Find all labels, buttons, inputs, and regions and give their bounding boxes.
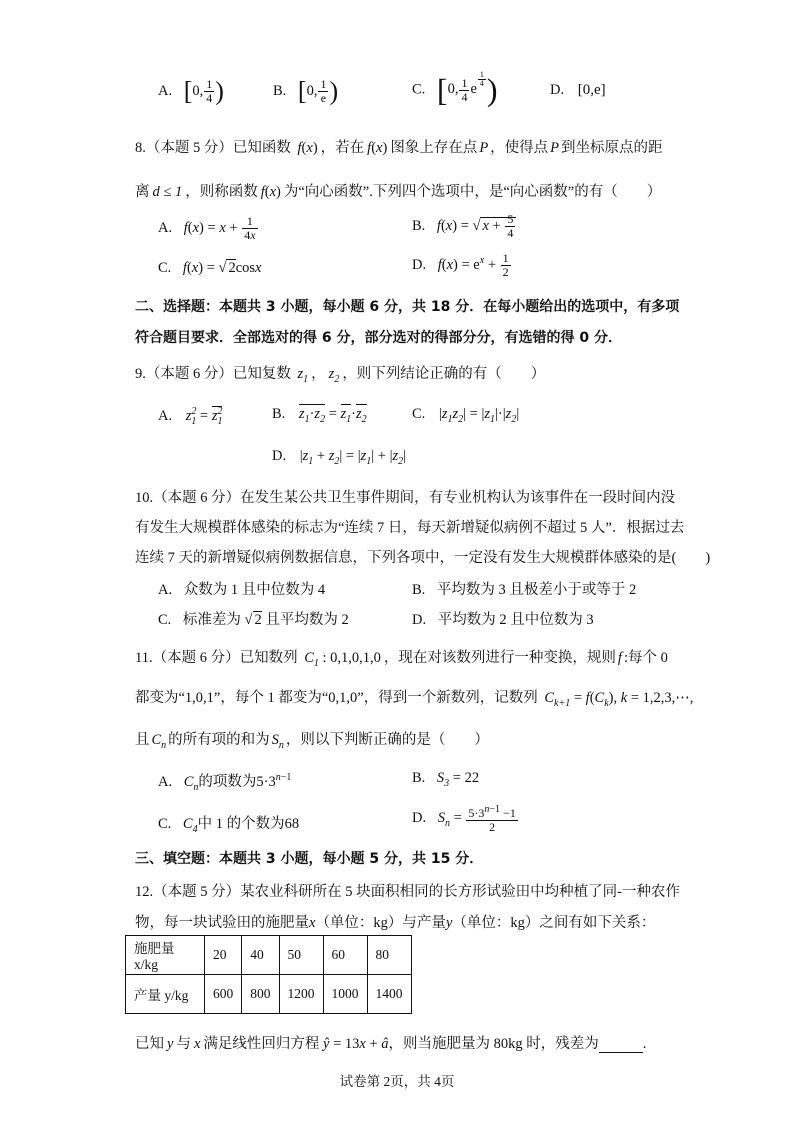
recurrence: $C_{k+1} = f(C_k)$, k = 1,2,3,⋯, bbox=[544, 690, 694, 709]
q9-number: 9. bbox=[135, 366, 146, 382]
q8-number: 8. bbox=[135, 140, 146, 156]
option-label: C. bbox=[158, 816, 172, 832]
math-b: [0, $\frac{1}{e}$ ) bbox=[297, 76, 339, 106]
math-c: [0, $\frac{1}{4}$ e $^{\frac{1}{4}}$ ) bbox=[436, 69, 498, 108]
text: ，使得点 bbox=[490, 140, 549, 156]
table-cell: 600 bbox=[205, 975, 242, 1014]
q10-option-d bbox=[412, 608, 594, 629]
text: 已知数列 bbox=[239, 650, 298, 666]
table-row bbox=[126, 936, 412, 975]
math: $|z_1 + z_2| = |z_1| + |z_2|$ bbox=[299, 448, 407, 467]
q8-option-a bbox=[158, 215, 259, 242]
table-cell: 20 bbox=[205, 936, 242, 975]
q10-number: 10. bbox=[135, 490, 154, 506]
q11-option-a bbox=[158, 770, 291, 793]
z2: $z_2$ bbox=[328, 366, 340, 385]
option-label: D. bbox=[272, 448, 287, 464]
y-var: y bbox=[167, 1036, 174, 1052]
fertilizer-yield-table bbox=[125, 935, 412, 1014]
table-cell: 800 bbox=[242, 975, 279, 1014]
q12-line2 bbox=[135, 911, 655, 932]
q10-line3: 连续 7 天的新增疑似病例数据信息，下列各项中，一定没有发生大规模群体感染的是( ) bbox=[135, 550, 711, 566]
text: （单位：kg）与产量 bbox=[315, 915, 446, 931]
option-label: D. bbox=[412, 256, 427, 273]
fx: f(x) bbox=[297, 140, 318, 156]
q8-score: （本题 5 分） bbox=[145, 140, 233, 156]
text: 且 bbox=[135, 732, 150, 748]
option-text: 平均数为 2 且中位数为 3 bbox=[437, 612, 594, 628]
option-label: B. bbox=[412, 217, 426, 234]
q11-option-c bbox=[158, 812, 299, 835]
q11-line3 bbox=[135, 728, 489, 751]
z1: $z_1$ bbox=[297, 366, 309, 385]
option-text: 平均数为 3 且极差小于或等于 2 bbox=[436, 582, 637, 598]
q12-score: （本题 5 分） bbox=[153, 884, 241, 900]
x-var: x bbox=[309, 915, 316, 931]
text: 在发生某公共卫生事件期间，有专业机构认为该事件在一段时间内没 bbox=[240, 490, 676, 506]
q11-number: 11. bbox=[135, 650, 153, 666]
text: . bbox=[642, 1036, 647, 1052]
option-text: 中 1 的个数为 bbox=[197, 816, 285, 832]
q9-option-b bbox=[272, 406, 367, 425]
sn: $S_n$ bbox=[271, 732, 284, 751]
table-cell: 60 bbox=[323, 936, 367, 975]
text: ，若在 bbox=[320, 140, 365, 156]
table-cell: 1400 bbox=[367, 975, 411, 1014]
table-cell: 1000 bbox=[323, 975, 367, 1014]
option-text: 标准差为 bbox=[182, 612, 241, 628]
cn: $C_n$ bbox=[151, 732, 167, 751]
math: $z_1\cdot z_2 = z_1\cdot z_2$ bbox=[298, 406, 367, 425]
q10-line2: 有发生大规模群体感染的标志为“连续 7 日，每天新增疑似病例不超过 5 人”．根据过去 bbox=[135, 520, 685, 536]
text: :每个 0 bbox=[623, 650, 668, 666]
section2-line2: 符合题目要求．全部选对的得 6 分，部分选对的得部分分，有选错的得 0 分． bbox=[135, 330, 622, 346]
text: ，则以下判断正确的是（ ） bbox=[285, 732, 489, 748]
text: 与 bbox=[176, 1036, 191, 1052]
math: $5\cdot 3^{n-1}$ bbox=[256, 772, 292, 790]
q12-after-table bbox=[135, 1032, 646, 1053]
table-header-fertilizer: 施肥量 x/kg bbox=[126, 936, 205, 975]
q8-option-d bbox=[412, 252, 512, 279]
q7-option-b bbox=[273, 78, 338, 105]
math: f(x) = x + $\frac{1}{4x}$ bbox=[183, 214, 256, 242]
option-label: B. bbox=[272, 406, 286, 422]
table-cell: 80 bbox=[367, 936, 411, 975]
text: 物，每一块试验田的施肥量 bbox=[135, 915, 309, 931]
math: f(x) = √ x + $\frac{5}{4}$ bbox=[437, 218, 516, 234]
option-label: A. bbox=[158, 82, 173, 99]
option-label: A. bbox=[158, 219, 173, 236]
text: （单位：kg）之间有如下关系： bbox=[452, 915, 656, 931]
text: 到坐标原点的距 bbox=[561, 140, 663, 156]
page-footer: 试卷第 2页，共 4页 bbox=[339, 1074, 455, 1089]
option-text: 68 bbox=[284, 816, 300, 832]
text: 为“向心函数”.下列四个选项中，是“向心函数”的有（ ） bbox=[283, 184, 662, 200]
regression-equation: ŷ = 13x + â bbox=[323, 1036, 389, 1052]
q11-line2 bbox=[135, 686, 693, 709]
text: 已知 bbox=[135, 1036, 164, 1052]
option-label: B. bbox=[412, 582, 426, 598]
text: 满足线性回归方程 bbox=[203, 1036, 320, 1052]
option-label: D. bbox=[550, 82, 565, 98]
q9-option-c bbox=[412, 406, 519, 425]
seq-c1: $C_1$ : 0,1,0,1,0 bbox=[304, 650, 381, 669]
math: f(x) = √ 2cosx bbox=[182, 260, 262, 276]
d-condition: d ≤ 1 bbox=[152, 184, 183, 200]
option-label: B. bbox=[273, 82, 287, 99]
q10-option-a bbox=[158, 578, 325, 599]
math: $S_n$ = $\frac{5\cdot 3^{n-1} -1}{2}$ bbox=[437, 804, 516, 834]
fx: f(x) bbox=[367, 140, 388, 156]
fx: f(x) bbox=[260, 184, 281, 200]
q9-score: （本题 6 分） bbox=[145, 366, 233, 382]
p-var: P bbox=[479, 140, 489, 156]
text: 都变为“1,0,1”，每个 1 都变为“0,1,0”，得到一个新数列，记数列 bbox=[135, 690, 538, 706]
text: ，则下列结论正确的有（ ） bbox=[342, 366, 546, 382]
text: ，现在对该数列进行一种变换，规则 bbox=[383, 650, 616, 666]
q11-score: （本题 6 分） bbox=[152, 650, 240, 666]
math: $z_1^2 = z_1^2$ bbox=[185, 406, 223, 427]
q10-line1 bbox=[135, 486, 675, 507]
q10-option-c bbox=[158, 608, 349, 629]
p-var: P bbox=[550, 140, 560, 156]
option-label: D. bbox=[412, 612, 427, 628]
math-d: [0,e] bbox=[577, 82, 606, 98]
q9-option-d bbox=[272, 448, 406, 467]
q7-option-c bbox=[412, 69, 498, 108]
q8-line1 bbox=[135, 136, 663, 157]
math: $S_3 = 22$ bbox=[436, 770, 480, 789]
option-label: C. bbox=[158, 260, 172, 276]
math: $f(x) = e^x$ + $\frac{1}{2}$ bbox=[437, 251, 509, 279]
y-var: y bbox=[445, 915, 453, 931]
cn: $C_n$ bbox=[183, 774, 199, 793]
q10-option-b bbox=[412, 578, 636, 599]
text: 已知复数 bbox=[232, 366, 291, 382]
sqrt2: √ 2 bbox=[244, 612, 262, 628]
section2-line1: 二、选择题：本题共 3 小题，每小题 6 分，共 18 分．在每小题给出的选项中，有多项 bbox=[135, 299, 680, 315]
text: ，则称函数 bbox=[185, 184, 258, 200]
math-a: [0, $\frac{1}{4}$ ) bbox=[183, 76, 224, 106]
table-header-yield: 产量 y/kg bbox=[126, 975, 205, 1014]
text: 的所有项的和为 bbox=[168, 732, 270, 748]
q7-option-d bbox=[550, 82, 606, 99]
text: ，则当施肥量为 80kg 时，残差为 bbox=[388, 1036, 599, 1052]
q9-option-a bbox=[158, 406, 222, 427]
q8-option-c bbox=[158, 260, 261, 277]
option-label: A. bbox=[158, 407, 173, 424]
q11-option-b bbox=[412, 770, 479, 789]
x-var: x bbox=[193, 1036, 201, 1052]
option-label: B. bbox=[412, 770, 426, 786]
option-text: 且平均数为 2 bbox=[265, 612, 349, 628]
table-cell: 50 bbox=[279, 936, 323, 975]
q12-line1 bbox=[135, 880, 680, 901]
q7-option-a bbox=[158, 78, 224, 105]
option-label: D. bbox=[412, 809, 427, 826]
q10-score: （本题 6 分） bbox=[153, 490, 241, 506]
math: $|z_1z_2| = |z_1|\cdot|z_2|$ bbox=[438, 406, 520, 425]
table-row bbox=[126, 975, 412, 1014]
table-cell: 1200 bbox=[279, 975, 323, 1014]
option-text: 的项数为 bbox=[198, 774, 257, 790]
section3-line1: 三、填空题：本题共 3 小题，每小题 5 分，共 15 分． bbox=[135, 851, 484, 867]
q11-option-d bbox=[412, 803, 519, 834]
answer-blank[interactable] bbox=[599, 1038, 643, 1053]
option-text: 众数为 1 且中位数为 4 bbox=[183, 582, 326, 598]
q12-number: 12. bbox=[135, 884, 154, 900]
option-label: A. bbox=[158, 582, 173, 598]
text: 某农业科研所在 5 块面积相同的长方形试验田中均种植了同-一种农作 bbox=[240, 884, 680, 900]
option-label: C. bbox=[412, 81, 426, 98]
q8-line2 bbox=[135, 180, 661, 201]
c4: $C_4$ bbox=[182, 816, 198, 835]
f-var: f bbox=[617, 650, 622, 666]
text: 已知函数 bbox=[232, 140, 291, 156]
option-label: C. bbox=[158, 612, 172, 628]
q8-option-b bbox=[412, 213, 516, 240]
option-label: C. bbox=[412, 406, 426, 422]
q9-line1: 9.（本题 6 分）已知复数 $z_1$ ， $z_2$ ，则下列结论正确的有（ ） bbox=[135, 366, 546, 385]
option-label: A. bbox=[158, 774, 173, 790]
table-cell: 40 bbox=[242, 936, 279, 975]
q11-line1 bbox=[135, 646, 668, 669]
text: 图象上存在点 bbox=[390, 140, 478, 156]
text: 离 bbox=[135, 184, 150, 200]
